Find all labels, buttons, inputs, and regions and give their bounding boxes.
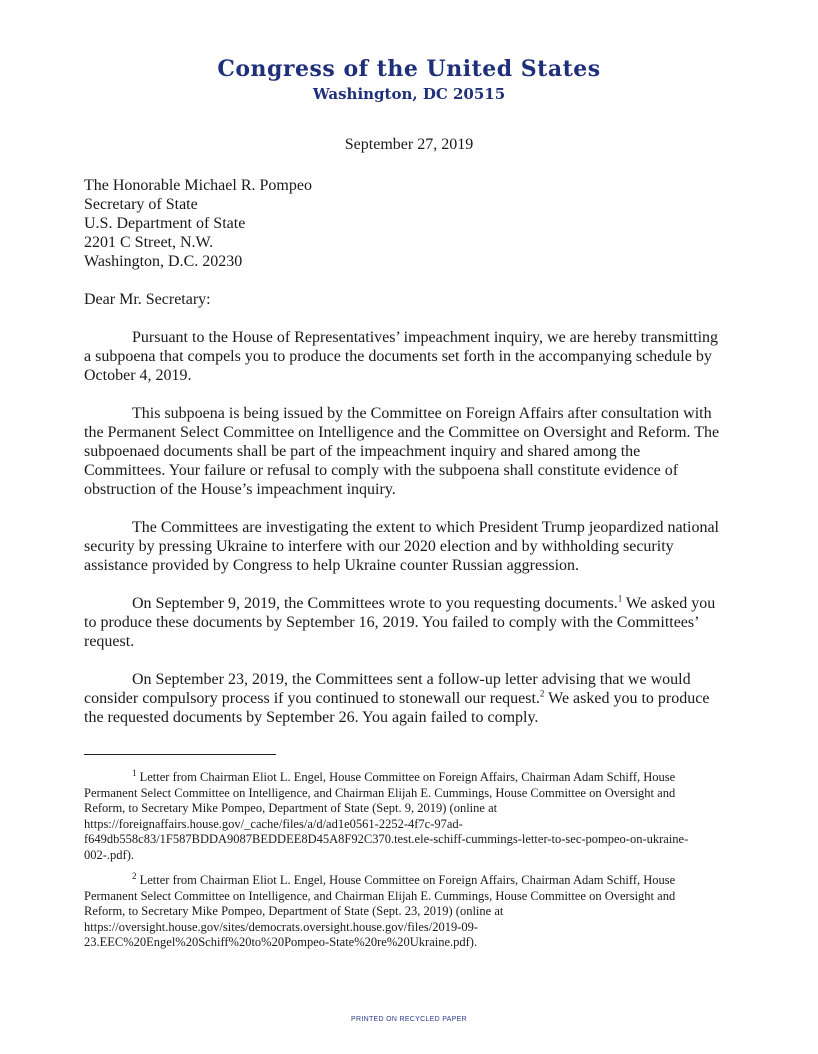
paragraph-5-text: On September 23, 2019, the Committees sent a follow-up letter advising that we would consider compulsory process if you continued to stonewall our request. — [84, 671, 691, 707]
paragraph-5-text-cont: We asked you to produce the requested documents by September 26. You again failed to comply. — [84, 690, 710, 726]
footnote-number: 2 — [132, 870, 137, 881]
address-line: Washington, D.C. 20230 — [84, 253, 243, 270]
paragraph-4-text-cont: We asked you to produce these documents by September 16, 2019. You failed to comply with the Committees’ request. — [84, 595, 716, 650]
letter-body — [84, 176, 724, 727]
address-line: The Honorable Michael R. Pompeo — [84, 177, 312, 194]
footnote-ref: 1 — [617, 593, 623, 604]
letterhead — [0, 56, 818, 104]
footnotes — [84, 767, 694, 961]
paragraph-4 — [84, 594, 724, 651]
footnote-text: Letter from Chairman Eliot L. Engel, House Committee on Foreign Affairs, Chairman Adam Schiff, House Permanent Select Committee on Intelligence, and Chairman Elijah E. Cummings, House Committee on Oversight and Reform, to Secretary Mike Pompeo, Department of State (Sept. 9, 2019) (online at https://foreignaffairs.house.gov/_cache/files/a/d/ad1e0561-2252-4f7c-97ad-f649db558c83/1F587BDDA9087BEDDEE8D45A8F92C370.test.ele-schiff-cummings-letter-to-sec-pompeo-on-ukraine-002-.pdf). — [84, 770, 689, 862]
paragraph-3: The Committees are investigating the extent to which President Trump jeopardized national security by pressing Ukraine to interfere with our 2020 election and by withholding security assistance provided by Congress to help Ukraine counter Russian aggression. — [84, 519, 719, 574]
salutation: Dear Mr. Secretary: — [84, 291, 211, 308]
footnote-ref: 2 — [539, 688, 545, 699]
letterhead-location: Washington, DC 20515 — [312, 85, 506, 103]
paragraph-5 — [84, 670, 724, 727]
address-line: U.S. Department of State — [84, 215, 246, 232]
letterhead-title: Congress of the United States — [217, 56, 601, 82]
paragraph-4-text: On September 9, 2019, the Committees wrote to you requesting documents. — [132, 595, 618, 612]
paragraph-1: Pursuant to the House of Representatives’ impeachment inquiry, we are hereby transmitting a subpoena that compels you to produce the documents set forth in the accompanying schedule by October 4, 2019. — [84, 329, 719, 384]
address-line: Secretary of State — [84, 196, 198, 213]
footnote-divider — [84, 754, 276, 755]
footnote — [84, 767, 694, 863]
address-line: 2201 C Street, N.W. — [84, 234, 214, 251]
recipient-address — [84, 176, 724, 271]
recycled-paper-notice: PRINTED ON RECYCLED PAPER — [351, 1016, 467, 1023]
letter-date: September 27, 2019 — [344, 136, 474, 153]
footnote-number: 1 — [132, 767, 137, 778]
footnote-text: Letter from Chairman Eliot L. Engel, House Committee on Foreign Affairs, Chairman Adam Schiff, House Permanent Select Committee on Intelligence, and Chairman Elijah E. Cummings, House Committee on Oversight and Reform, to Secretary Mike Pompeo, Department of State (Sept. 23, 2019) (online at https://oversight.house.gov/sites/democrats.oversight.house.gov/files/2019-09-23.EEC%20Engel%20Schiff%20to%20Pompeo-State%20re%20Ukraine.pdf). — [84, 873, 676, 949]
footnote — [84, 870, 694, 951]
paragraph-2: This subpoena is being issued by the Committee on Foreign Affairs after consultation with the Permanent Select Committee on Intelligence and the Committee on Oversight and Reform. The subpoenaed documents shall be part of the impeachment inquiry and shared among the Committees. Your failure or refusal to comply with the subpoena shall constitute evidence of obstruction of the House’s impeachment inquiry. — [84, 405, 720, 498]
